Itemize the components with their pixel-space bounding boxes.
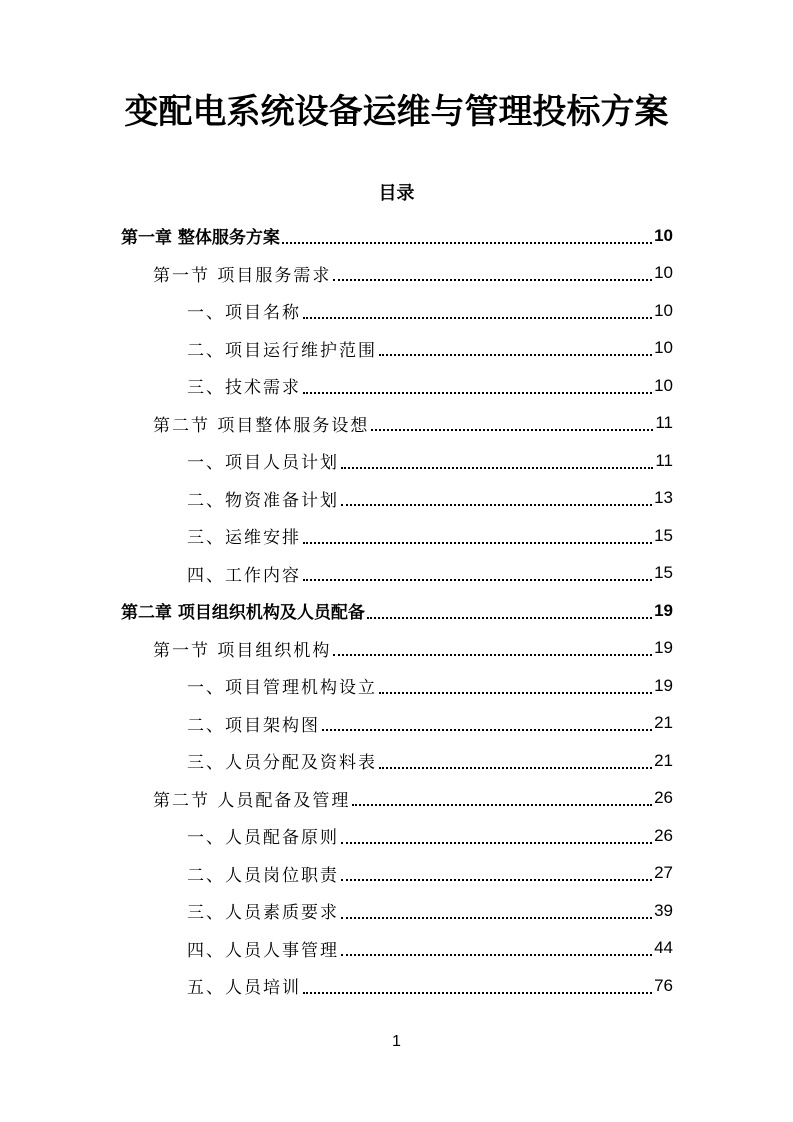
dot-leader: [341, 504, 652, 506]
toc-entry[interactable]: [121, 780, 673, 818]
toc-entry-page: 76: [654, 975, 673, 995]
toc-entry-label: 五、人员培训: [187, 978, 301, 999]
toc-entry-label: 第一节 项目服务需求: [153, 265, 332, 286]
toc-entry-page: 10: [654, 263, 673, 283]
toc-entry-page: 10: [654, 225, 673, 245]
toc-entry-label: 第二节 人员配备及管理: [153, 790, 351, 811]
dot-leader: [303, 542, 652, 544]
dot-leader: [352, 804, 652, 806]
toc-entry-page: 15: [654, 525, 673, 545]
toc-entry-label: 一、项目人员计划: [187, 453, 339, 474]
toc-entry-label: 第一节 项目组织机构: [153, 640, 332, 661]
dot-leader: [303, 579, 652, 581]
toc-entry-label: 二、物资准备计划: [187, 490, 339, 511]
toc-entry-label: 第二节 项目整体服务设想: [153, 415, 370, 436]
toc-entry[interactable]: [121, 555, 673, 593]
toc-entry[interactable]: [121, 592, 673, 630]
dot-leader: [341, 467, 653, 469]
toc-entry[interactable]: [121, 705, 673, 743]
dot-leader: [303, 317, 652, 319]
toc-entry-page: 10: [654, 300, 673, 320]
toc-entry[interactable]: [121, 667, 673, 705]
toc-entry[interactable]: [121, 967, 673, 1005]
toc-entry-page: 21: [654, 713, 673, 733]
toc-entry-page: 21: [654, 750, 673, 770]
toc-entry[interactable]: [121, 292, 673, 330]
toc-entry-page: 19: [654, 638, 673, 658]
toc-entry[interactable]: [121, 630, 673, 668]
dot-leader: [322, 729, 652, 731]
dot-leader: [333, 279, 652, 281]
toc-entry-page: 19: [654, 675, 673, 695]
toc-entry-label: 四、工作内容: [187, 565, 301, 586]
toc-entry-page: 26: [654, 788, 673, 808]
dot-leader: [341, 954, 652, 956]
toc-entry-label: 二、人员岗位职责: [187, 865, 339, 886]
toc-entry-label: 三、人员素质要求: [187, 903, 339, 924]
toc-entry[interactable]: [121, 517, 673, 555]
toc-entry[interactable]: [121, 892, 673, 930]
toc-entry-page: 44: [654, 938, 673, 958]
toc-entry[interactable]: [121, 367, 673, 405]
toc-entry-label: 一、项目名称: [187, 303, 301, 324]
toc-entry-page: 11: [655, 413, 673, 433]
toc-entry-page: 11: [655, 450, 673, 470]
page-number: 1: [392, 1033, 401, 1050]
toc-entry-label: 四、人员人事管理: [187, 940, 339, 961]
dot-leader: [341, 879, 652, 881]
toc-entry-label: 一、项目管理机构设立: [187, 678, 377, 699]
toc-entry-label: 第二章 项目组织机构及人员配备: [121, 603, 365, 624]
dot-leader: [379, 767, 652, 769]
toc-entry-page: 15: [654, 563, 673, 583]
toc-entry-page: 26: [654, 825, 673, 845]
dot-leader: [341, 917, 652, 919]
dot-leader: [282, 242, 652, 244]
dot-leader: [371, 429, 653, 431]
toc-entry[interactable]: [121, 330, 673, 368]
toc-entry[interactable]: [121, 442, 673, 480]
toc-heading: 目录: [378, 183, 415, 204]
toc-entry-label: 二、项目运行维护范围: [187, 340, 377, 361]
dot-leader: [367, 617, 652, 619]
table-of-contents: [121, 217, 673, 1005]
toc-entry[interactable]: [121, 817, 673, 855]
toc-entry-page: 27: [654, 863, 673, 883]
document-title: 变配电系统设备运维与管理投标方案: [124, 92, 669, 132]
toc-entry[interactable]: [121, 255, 673, 293]
toc-entry-label: 三、技术需求: [187, 378, 301, 399]
dot-leader: [379, 692, 652, 694]
dot-leader: [341, 842, 652, 844]
toc-entry-label: 一、人员配备原则: [187, 828, 339, 849]
dot-leader: [303, 992, 652, 994]
toc-entry-page: 13: [654, 488, 673, 508]
toc-entry-page: 39: [654, 900, 673, 920]
toc-entry-label: 三、运维安排: [187, 528, 301, 549]
toc-entry-label: 二、项目架构图: [187, 715, 320, 736]
toc-entry-label: 三、人员分配及资料表: [187, 753, 377, 774]
toc-entry[interactable]: [121, 855, 673, 893]
toc-entry-label: 第一章 整体服务方案: [121, 228, 280, 249]
dot-leader: [333, 654, 652, 656]
toc-entry-page: 10: [654, 375, 673, 395]
dot-leader: [303, 392, 652, 394]
toc-entry-page: 10: [654, 338, 673, 358]
toc-entry[interactable]: [121, 405, 673, 443]
toc-entry[interactable]: [121, 480, 673, 518]
dot-leader: [379, 354, 652, 356]
toc-entry[interactable]: [121, 217, 673, 255]
toc-entry[interactable]: [121, 930, 673, 968]
toc-entry[interactable]: [121, 742, 673, 780]
toc-entry-page: 19: [654, 600, 673, 620]
